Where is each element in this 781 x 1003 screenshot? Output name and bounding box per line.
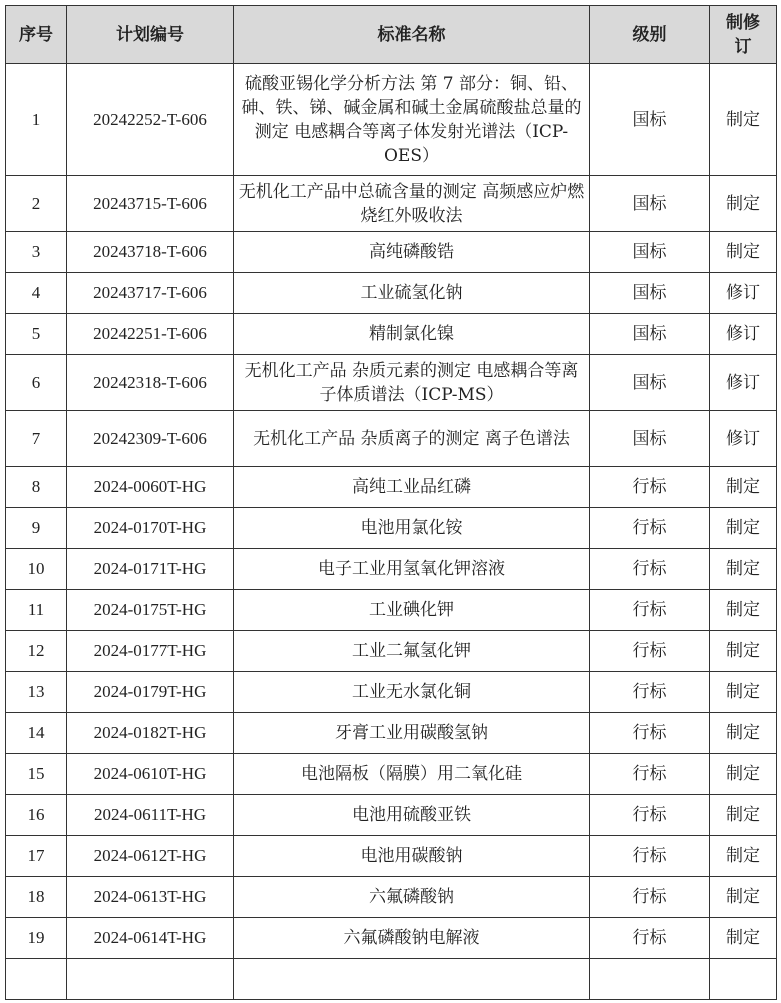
- table-row: [6, 314, 777, 355]
- table-row: [6, 467, 777, 508]
- row-level-cell: 行标: [590, 795, 710, 836]
- row-level-cell: 行标: [590, 836, 710, 877]
- row-no-cell: 9: [6, 508, 67, 549]
- row-plan-cell: 2024-0060T-HG: [67, 467, 234, 508]
- header-level: 级别: [590, 6, 710, 64]
- row-level-cell: 国标: [590, 64, 710, 176]
- row-plan-cell: 20242251-T-606: [67, 314, 234, 355]
- table-row: [6, 176, 777, 232]
- row-level-cell: 国标: [590, 355, 710, 411]
- table-row-partial: [6, 959, 777, 1000]
- row-type-cell: 修订: [710, 355, 777, 411]
- table-row: [6, 795, 777, 836]
- table-row: [6, 508, 777, 549]
- row-type-cell: 修订: [710, 273, 777, 314]
- row-type-cell: 修订: [710, 411, 777, 467]
- row-plan-cell: 2024-0171T-HG: [67, 549, 234, 590]
- row-name-cell: 高纯磷酸锆: [234, 232, 590, 273]
- table-row: [6, 877, 777, 918]
- row-type-cell: 制定: [710, 467, 777, 508]
- row-level-cell: 行标: [590, 549, 710, 590]
- row-name-cell: 电池隔板（隔膜）用二氧化硅: [234, 754, 590, 795]
- table-row: [6, 64, 777, 176]
- row-level-cell: 行标: [590, 672, 710, 713]
- row-plan-cell: 20242318-T-606: [67, 355, 234, 411]
- row-name-cell: 六氟磷酸钠: [234, 877, 590, 918]
- table-row: [6, 549, 777, 590]
- table-row: [6, 631, 777, 672]
- row-type-cell: 制定: [710, 836, 777, 877]
- row-name-cell: 六氟磷酸钠电解液: [234, 918, 590, 959]
- row-type-cell: 修订: [710, 314, 777, 355]
- row-name-cell: 高纯工业品红磷: [234, 467, 590, 508]
- row-level-cell: 行标: [590, 590, 710, 631]
- row-level-cell: 行标: [590, 508, 710, 549]
- row-name-cell: 精制氯化镍: [234, 314, 590, 355]
- row-no-cell: 15: [6, 754, 67, 795]
- row-name-cell: 硫酸亚锡化学分析方法 第 7 部分：铜、铅、砷、铁、锑、碱金属和碱土金属硫酸盐总量的测定 电感耦合等离子体发射光谱法（ICP-OES）: [234, 64, 590, 176]
- row-no-cell: 11: [6, 590, 67, 631]
- header-type: 制修订: [710, 6, 777, 64]
- row-level-cell: 行标: [590, 877, 710, 918]
- row-plan-cell: 2024-0182T-HG: [67, 713, 234, 754]
- row-level-cell: 行标: [590, 918, 710, 959]
- row-type-cell: 制定: [710, 795, 777, 836]
- header-no: 序号: [6, 6, 67, 64]
- row-level-cell: 国标: [590, 411, 710, 467]
- table-header: [6, 6, 777, 64]
- header-name: 标准名称: [234, 6, 590, 64]
- row-type-cell: 制定: [710, 508, 777, 549]
- empty-cell: [234, 959, 590, 1000]
- table-row: [6, 590, 777, 631]
- row-type-cell: 制定: [710, 631, 777, 672]
- row-no-cell: 5: [6, 314, 67, 355]
- row-no-cell: 10: [6, 549, 67, 590]
- row-type-cell: 制定: [710, 672, 777, 713]
- row-plan-cell: 2024-0175T-HG: [67, 590, 234, 631]
- row-level-cell: 行标: [590, 467, 710, 508]
- row-name-cell: 电子工业用氢氧化钾溶液: [234, 549, 590, 590]
- row-plan-cell: 20243717-T-606: [67, 273, 234, 314]
- row-plan-cell: 20243715-T-606: [67, 176, 234, 232]
- row-level-cell: 国标: [590, 273, 710, 314]
- table-row: [6, 355, 777, 411]
- header-plan: 计划编号: [67, 6, 234, 64]
- row-level-cell: 行标: [590, 631, 710, 672]
- row-no-cell: 3: [6, 232, 67, 273]
- table-row: [6, 672, 777, 713]
- row-type-cell: 制定: [710, 232, 777, 273]
- row-type-cell: 制定: [710, 590, 777, 631]
- row-no-cell: 7: [6, 411, 67, 467]
- row-type-cell: 制定: [710, 549, 777, 590]
- row-no-cell: 17: [6, 836, 67, 877]
- row-level-cell: 国标: [590, 232, 710, 273]
- row-name-cell: 电池用氯化铵: [234, 508, 590, 549]
- row-plan-cell: 2024-0179T-HG: [67, 672, 234, 713]
- row-level-cell: 国标: [590, 314, 710, 355]
- row-type-cell: 制定: [710, 176, 777, 232]
- row-no-cell: 14: [6, 713, 67, 754]
- table-row: [6, 232, 777, 273]
- row-plan-cell: 2024-0170T-HG: [67, 508, 234, 549]
- table-row: [6, 918, 777, 959]
- row-plan-cell: 2024-0612T-HG: [67, 836, 234, 877]
- row-name-cell: 无机化工产品中总硫含量的测定 高频感应炉燃烧红外吸收法: [234, 176, 590, 232]
- row-no-cell: 16: [6, 795, 67, 836]
- row-plan-cell: 2024-0610T-HG: [67, 754, 234, 795]
- row-no-cell: 19: [6, 918, 67, 959]
- table-row: [6, 754, 777, 795]
- row-name-cell: 无机化工产品 杂质离子的测定 离子色谱法: [234, 411, 590, 467]
- row-type-cell: 制定: [710, 754, 777, 795]
- row-level-cell: 行标: [590, 713, 710, 754]
- row-no-cell: 12: [6, 631, 67, 672]
- row-no-cell: 4: [6, 273, 67, 314]
- row-plan-cell: 2024-0611T-HG: [67, 795, 234, 836]
- table-row: [6, 411, 777, 467]
- row-name-cell: 工业无水氯化铜: [234, 672, 590, 713]
- empty-cell: [6, 959, 67, 1000]
- row-level-cell: 国标: [590, 176, 710, 232]
- row-name-cell: 工业硫氢化钠: [234, 273, 590, 314]
- row-plan-cell: 2024-0177T-HG: [67, 631, 234, 672]
- row-type-cell: 制定: [710, 877, 777, 918]
- table-row: [6, 836, 777, 877]
- row-plan-cell: 2024-0613T-HG: [67, 877, 234, 918]
- table-row: [6, 713, 777, 754]
- row-plan-cell: 20243718-T-606: [67, 232, 234, 273]
- row-name-cell: 工业碘化钾: [234, 590, 590, 631]
- row-no-cell: 1: [6, 64, 67, 176]
- row-name-cell: 无机化工产品 杂质元素的测定 电感耦合等离子体质谱法（ICP-MS）: [234, 355, 590, 411]
- empty-cell: [67, 959, 234, 1000]
- row-no-cell: 2: [6, 176, 67, 232]
- table-row: [6, 273, 777, 314]
- row-no-cell: 8: [6, 467, 67, 508]
- row-plan-cell: 2024-0614T-HG: [67, 918, 234, 959]
- row-name-cell: 电池用硫酸亚铁: [234, 795, 590, 836]
- row-plan-cell: 20242252-T-606: [67, 64, 234, 176]
- row-type-cell: 制定: [710, 918, 777, 959]
- row-plan-cell: 20242309-T-606: [67, 411, 234, 467]
- standards-table: [5, 5, 777, 1000]
- row-no-cell: 6: [6, 355, 67, 411]
- row-type-cell: 制定: [710, 64, 777, 176]
- row-no-cell: 18: [6, 877, 67, 918]
- row-no-cell: 13: [6, 672, 67, 713]
- table-body: [6, 64, 777, 1000]
- row-level-cell: 行标: [590, 754, 710, 795]
- row-name-cell: 电池用碳酸钠: [234, 836, 590, 877]
- empty-cell: [710, 959, 777, 1000]
- row-name-cell: 牙膏工业用碳酸氢钠: [234, 713, 590, 754]
- row-name-cell: 工业二氟氢化钾: [234, 631, 590, 672]
- row-type-cell: 制定: [710, 713, 777, 754]
- empty-cell: [590, 959, 710, 1000]
